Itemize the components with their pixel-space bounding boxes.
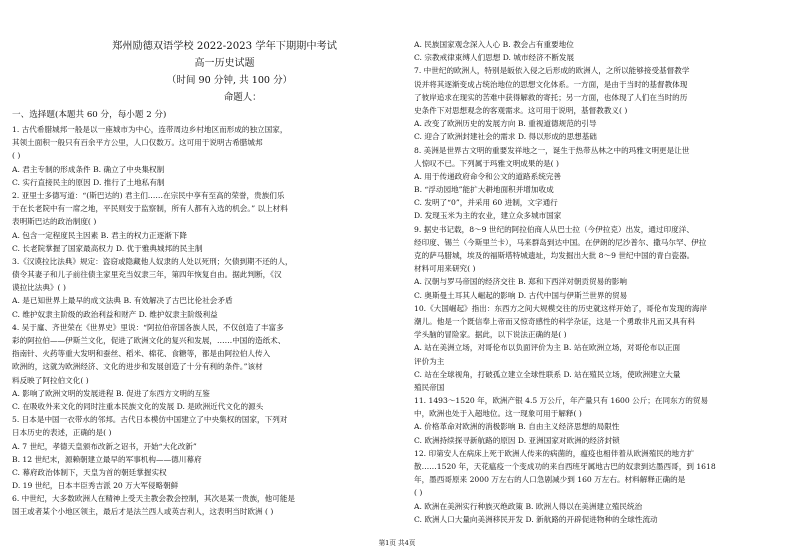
- text-line: A. 欧洲在美洲实行种族灭绝政策 B. 欧洲人得以在美洲建立殖民统治: [414, 501, 643, 511]
- text-line: C. 维护奴隶主阶级的政治利益和财产 D. 维护奴隶主阶级利益: [12, 309, 218, 319]
- text-line: 料反映了阿拉伯文化( ): [12, 375, 89, 385]
- text-line: A. 影响了欧洲文明的发展进程 B. 促进了东西方文明的互鉴: [12, 388, 210, 398]
- text-line: 国王或者某个小地区领主，最后才是法兰西人或英吉利人，这表明当时欧洲 ( ): [12, 507, 274, 517]
- text-line: A. 是已知世界上最早的成文法典 B. 有效解决了古巴比伦社会矛盾: [12, 296, 233, 306]
- text-line: 说并将其逐渐变成占统治地位的思想文化体系。一方面，是由于当时的基督教体现: [414, 79, 688, 89]
- text-line: 了彼岸追求在现实的苦难中获得解救的寄托；另一方面，也体现了人们在当时的历: [414, 92, 688, 102]
- text-line: 于在长老院中有一席之地，平民则安于监察制，所有人都有入选的机会。” 以上材料: [12, 204, 288, 214]
- text-line: A. 包含一定程度民主因素 B. 君主的权力正逐渐下降: [12, 230, 188, 240]
- text-line: 6. 中世纪，大多数欧洲人在精神上受天主教会教会控制，其次是某一贵族，他可能是: [12, 494, 296, 504]
- text-line: D. 发现玉米为主的农业，建立众多城市国家: [414, 211, 562, 221]
- text-line: 彩的阿拉伯——伊斯兰文化，促进了欧洲文化的复兴和发展，……中国的造纸术、: [12, 336, 286, 345]
- text-line: C. 长老院掌握了国家最高权力 D. 优于雅典城邦的民主制: [12, 243, 203, 253]
- text-line: A. 用于传递政府命令和公文的道路系统完善: [414, 171, 561, 181]
- text-line: 谟拉比法典》( ): [12, 283, 66, 293]
- text-line: A. 站在美洲立场，对哥伦布以负面评价为主 B. 站在欧洲立场，对哥伦布以正面: [414, 343, 681, 353]
- text-line: 11. 1493～1520 年，欧洲产银 4.5 万公斤，年产量只有 1600 公斤；在同东方的贸易: [414, 396, 709, 406]
- text-line: 8. 美洲是世界古文明的重要发祥地之一，诞生于热带丛林之中的玛雅文明更是让世: [414, 145, 690, 155]
- text-line: 史条件下对思想观念的客观需求。这可用于说明，基督教教义( ): [414, 105, 628, 115]
- text-line: 12. 印第安人在病床上死于欧洲人传来的病菌的，瘟疫也相伴着从欧洲殖民的地方扩: [414, 448, 695, 458]
- text-line: ( ): [12, 151, 21, 161]
- text-line: 其领土面积一般只有百余平方公里，人口仅数万。这可用于说明古希腊城邦: [12, 138, 263, 148]
- text-line: 4. 吴于廑、齐世荣在《世界史》里说：“阿拉伯帝国各族人民，不仅创造了丰富多: [12, 322, 284, 332]
- text-line: 指南针、火药等重大发明和蚕丝、稻米、棉花、食糖等，都是由阿拉伯人传入: [12, 349, 271, 359]
- exam-title: 郑州励德双语学校 2022-2023 学年下期期中考试: [112, 41, 337, 52]
- right-question-list: [414, 38, 789, 526]
- text-line: A. 君主专制的形成条件 B. 确立了中央集权制: [12, 164, 165, 174]
- page-footer: 第1页 共4页: [378, 539, 416, 547]
- left-column: [12, 38, 387, 519]
- exam-time: （时间 90 分钟, 共 100 分）: [166, 75, 293, 86]
- text-line: 学头脑的冒险家。据此，以下说法正确的是( ): [414, 330, 567, 340]
- text-line: 1. 古代希腊城邦一般是以一座城市为中心，连带周边乡村地区而形成的独立国家，: [12, 125, 288, 134]
- text-line: C. 奥斯曼土耳其人崛起的影响 D. 古代中国与伊斯兰世界的贸易: [414, 290, 628, 300]
- text-line: C. 幕府政治体制下，天皇为首的朝廷掌握实权: [12, 467, 167, 477]
- text-line: 表明斯巴达的政治制度( ): [12, 217, 97, 227]
- text-line: 债令其妻子和儿子前往债主家里充当奴隶三年，第四年恢复自由。据此判断，《汉: [12, 270, 282, 280]
- text-line: C. 发明了“0”，并采用 60 进制，文字通行: [414, 198, 558, 208]
- text-line: A. 汉朝与罗马帝国的经济交往 B. 郑和下西洋对朝贡贸易的影响: [414, 277, 627, 287]
- text-line: 欧洲的，这就为欧洲经济、文化的进步和发展创造了十分有利的条件。”该材: [12, 362, 263, 372]
- text-line: D. 19 世纪，日本丰臣秀吉派 20 万大军侵略朝鲜: [12, 481, 179, 491]
- text-line: 评价为主: [414, 356, 445, 366]
- text-line: C. 迎合了欧洲封建社会的需求 D. 得以形成的思想基础: [414, 132, 597, 142]
- text-line: 经印度、锡兰（今斯里兰卡），马来群岛到达中国。在伊朗的尼沙普尔、撒马尔罕、伊拉: [414, 237, 707, 247]
- text-line: 5. 日本是中国一衣带水的邻邦。古代日本模仿中国建立了中央集权的国家，下列对: [12, 415, 288, 425]
- text-line: A. 改变了欧洲历史的发展方向 B. 重视道德规范的引导: [414, 119, 597, 129]
- left-question-list: [12, 123, 387, 519]
- text-line: C. 宗教戒律束缚人们思想 D. 城市经济不断发展: [414, 53, 575, 63]
- text-line: 2. 亚里士多德写道：“(斯巴达的) 君主们……在宗民中享有至高的荣誉，贵族们乐: [12, 190, 285, 200]
- text-line: C. 实行直接民主的原因 D. 推行了土地私有制: [12, 177, 165, 187]
- text-line: 3.《汉谟拉比法典》规定：盗窃或隐藏他人奴隶的人处以死刑；欠债到期不还的人，: [12, 256, 293, 266]
- text-line: 年，墨西哥原来 2000 万左右的人口急剧减少到 160 万左右。材料解释正确的是: [414, 475, 686, 485]
- exam-teacher: 命题人：: [224, 92, 262, 103]
- text-line: 中，欧洲也处于入超地位。这一现象可用于解释( ): [414, 409, 582, 419]
- text-line: 人惊叹不已。下列属于玛雅文明成果的是( ): [414, 158, 560, 168]
- text-line: 克的萨马腊城，埃及的福斯塔特城遗址，均发掘出大批 8～9 世纪中国的青白瓷器。: [414, 251, 695, 260]
- section-heading: 一、选择题(本题共 60 分，每小题 2 分): [12, 110, 167, 120]
- text-line: 日本历史的表述，正确的是( ): [12, 428, 112, 438]
- text-line: 10.《大国崛起》指出：东西方之间大规模交往的历史就这样开始了，哥伦布发现的海岸: [414, 303, 708, 313]
- text-line: C. 欧洲人口大量向美洲移民开发 D. 新航路的开辟促进物种的全球性流动: [414, 514, 658, 524]
- text-line: C. 欧洲持续探寻新航路的原因 D. 亚洲国家对欧洲的经济封锁: [414, 435, 620, 445]
- text-line: 散……1520 年，天花瘟疫一个变成功的来自西班牙属地古巴的奴隶到达墨西哥，到 1618: [414, 462, 716, 471]
- text-line: 潮儿。他是一个既信奉上帝而又惊奇感性的科学杂证，这是一个勇敢非凡而又具有科: [414, 316, 695, 326]
- text-line: 殖民帝国: [414, 382, 445, 392]
- text-line: B. 12 世纪末，源赖朝建立最早的军事机构——德川幕府: [12, 454, 202, 464]
- text-line: 7. 中世纪的欧洲人，特别是皈依入侵之后形成的欧洲人，之所以能够接受基督教学: [414, 66, 690, 76]
- text-line: 9. 据史书记载，8～9 世纪的阿拉伯商人从巴士拉（今伊拉克）出发，通过印度洋、: [414, 224, 694, 234]
- text-line: B. “浮动园地”能扩大耕地面积并增加收成: [414, 185, 554, 195]
- text-line: ( ): [414, 488, 423, 498]
- text-line: C. 站在全球视角，打破孤立建立全球性联系 D. 站在殖民立场，使欧洲建立大量: [414, 369, 681, 379]
- text-line: A. 7 世纪，孝德天皇颁布改新之诏书，开始“大化改新”: [12, 441, 197, 451]
- text-line: C. 在吸收外来文化的同时注重本民族文化的发展 D. 是欧洲近代文化的源头: [12, 401, 264, 411]
- text-line: A. 民族国家观念深入人心 B. 教会占有重要地位: [414, 40, 574, 49]
- exam-subtitle: 高一历史试题: [194, 58, 255, 69]
- text-line: A. 价格革命对欧洲的消极影响 B. 自由主义经济思想的局限性: [414, 422, 620, 432]
- text-line: 材料可用来研究( ): [414, 264, 476, 274]
- right-column: [414, 38, 789, 526]
